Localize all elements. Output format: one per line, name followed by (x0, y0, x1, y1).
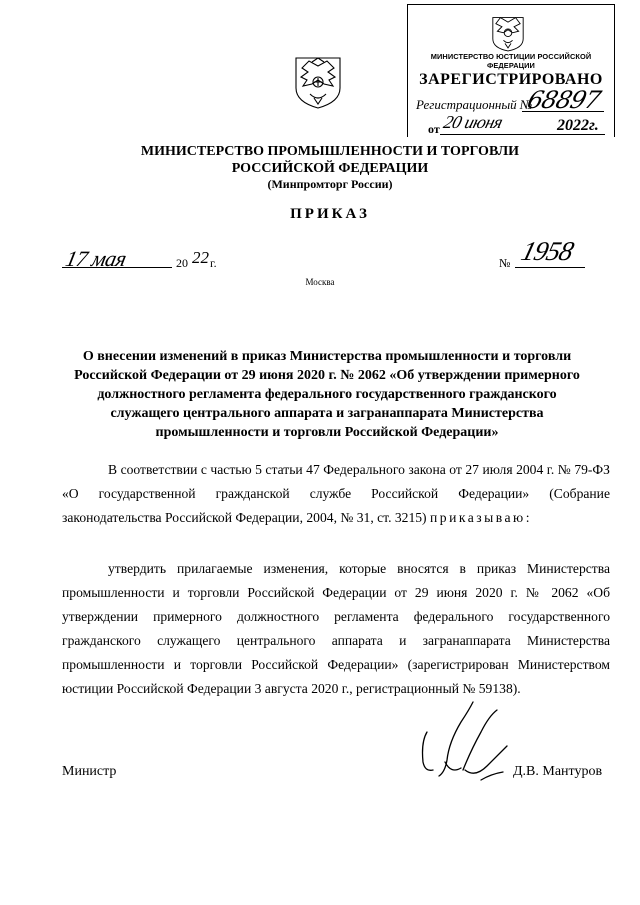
body-paragraph-2: утвердить прилагаемые изменения, которые вносятся в приказ Министерства промышленности и торговли Российской Федерации от 29 июня 2020 г. № 2062 «Об утверждении примерного должностного регламента федерального государственного гражданского служащего центрального аппарата и загранаппарата Министерства промышленности и торговли Российской Федерации» (зарегистрирован Министерством юстиции Российской Федерации 3 августа 2020 г., регистрационный № 59138). (62, 561, 610, 696)
body-paragraph-1 (62, 458, 610, 530)
stamp-registered-label: ЗАРЕГИСТРИРОВАНО (419, 71, 603, 88)
stamp-date-prefix: от (428, 122, 440, 136)
stamp-number-underline (522, 111, 604, 112)
order-year-prefix: 20 (176, 256, 188, 270)
order-year-suffix: г. (210, 256, 217, 270)
coat-of-arms-icon (290, 52, 346, 110)
order-number-sign: № (499, 256, 511, 270)
stamp-date-handwritten: 20 июня (441, 112, 505, 132)
order-date-handwritten: 17 мая (63, 246, 129, 271)
order-number-underline (515, 267, 585, 268)
signatory-title: Министр (62, 764, 117, 779)
stamp-registration-label: Регистрационный № (416, 97, 533, 112)
stamp-ministry-name: МИНИСТЕРСТВО ЮСТИЦИИ РОССИЙСКОЙ ФЕДЕРАЦИИ (430, 52, 592, 70)
stamp-emblem-icon (486, 10, 530, 54)
stamp-date-underline (440, 134, 605, 135)
order-title: ПРИКАЗ (290, 206, 370, 222)
ministry-title-line2: РОССИЙСКОЙ ФЕДЕРАЦИИ (231, 161, 429, 176)
stamp-registration-number: 68897 (524, 86, 604, 114)
stamp-year-handwritten: 2022г. (557, 117, 599, 134)
ministry-title (130, 143, 530, 177)
ministry-short-name: (Минпромторг России) (267, 177, 393, 191)
order-year-handwritten: 22 (192, 248, 209, 267)
order-city: Москва (305, 277, 335, 287)
body-paragraph-1-text: В соответствии с частью 5 статьи 47 Федерального закона от 27 июля 2004 г. № 79-ФЗ «О государственной гражданской службе Российской Федерации» (Собрание законодательства Российской Федерации, 2004, № 31, ст. 3215) (62, 462, 610, 525)
order-number-handwritten: 1958 (518, 236, 577, 266)
order-subject: О внесении изменений в приказ Министерства промышленности и торговли Российской Федерации от 29 июня 2020 г. № 2062 «Об утверждении примерного должностного регламента федерального государственного гражданского служащего центрального аппарата и загранаппарата Министерства промышленности и торговли Российской Федерации» (74, 349, 580, 440)
ministry-title-line1: МИНИСТЕРСТВО ПРОМЫШЛЕННОСТИ И ТОРГОВЛИ (140, 144, 520, 159)
order-directive: приказываю: (430, 510, 532, 525)
signatory-name: Д.В. Мантуров (513, 764, 603, 779)
order-date-underline (62, 267, 172, 268)
